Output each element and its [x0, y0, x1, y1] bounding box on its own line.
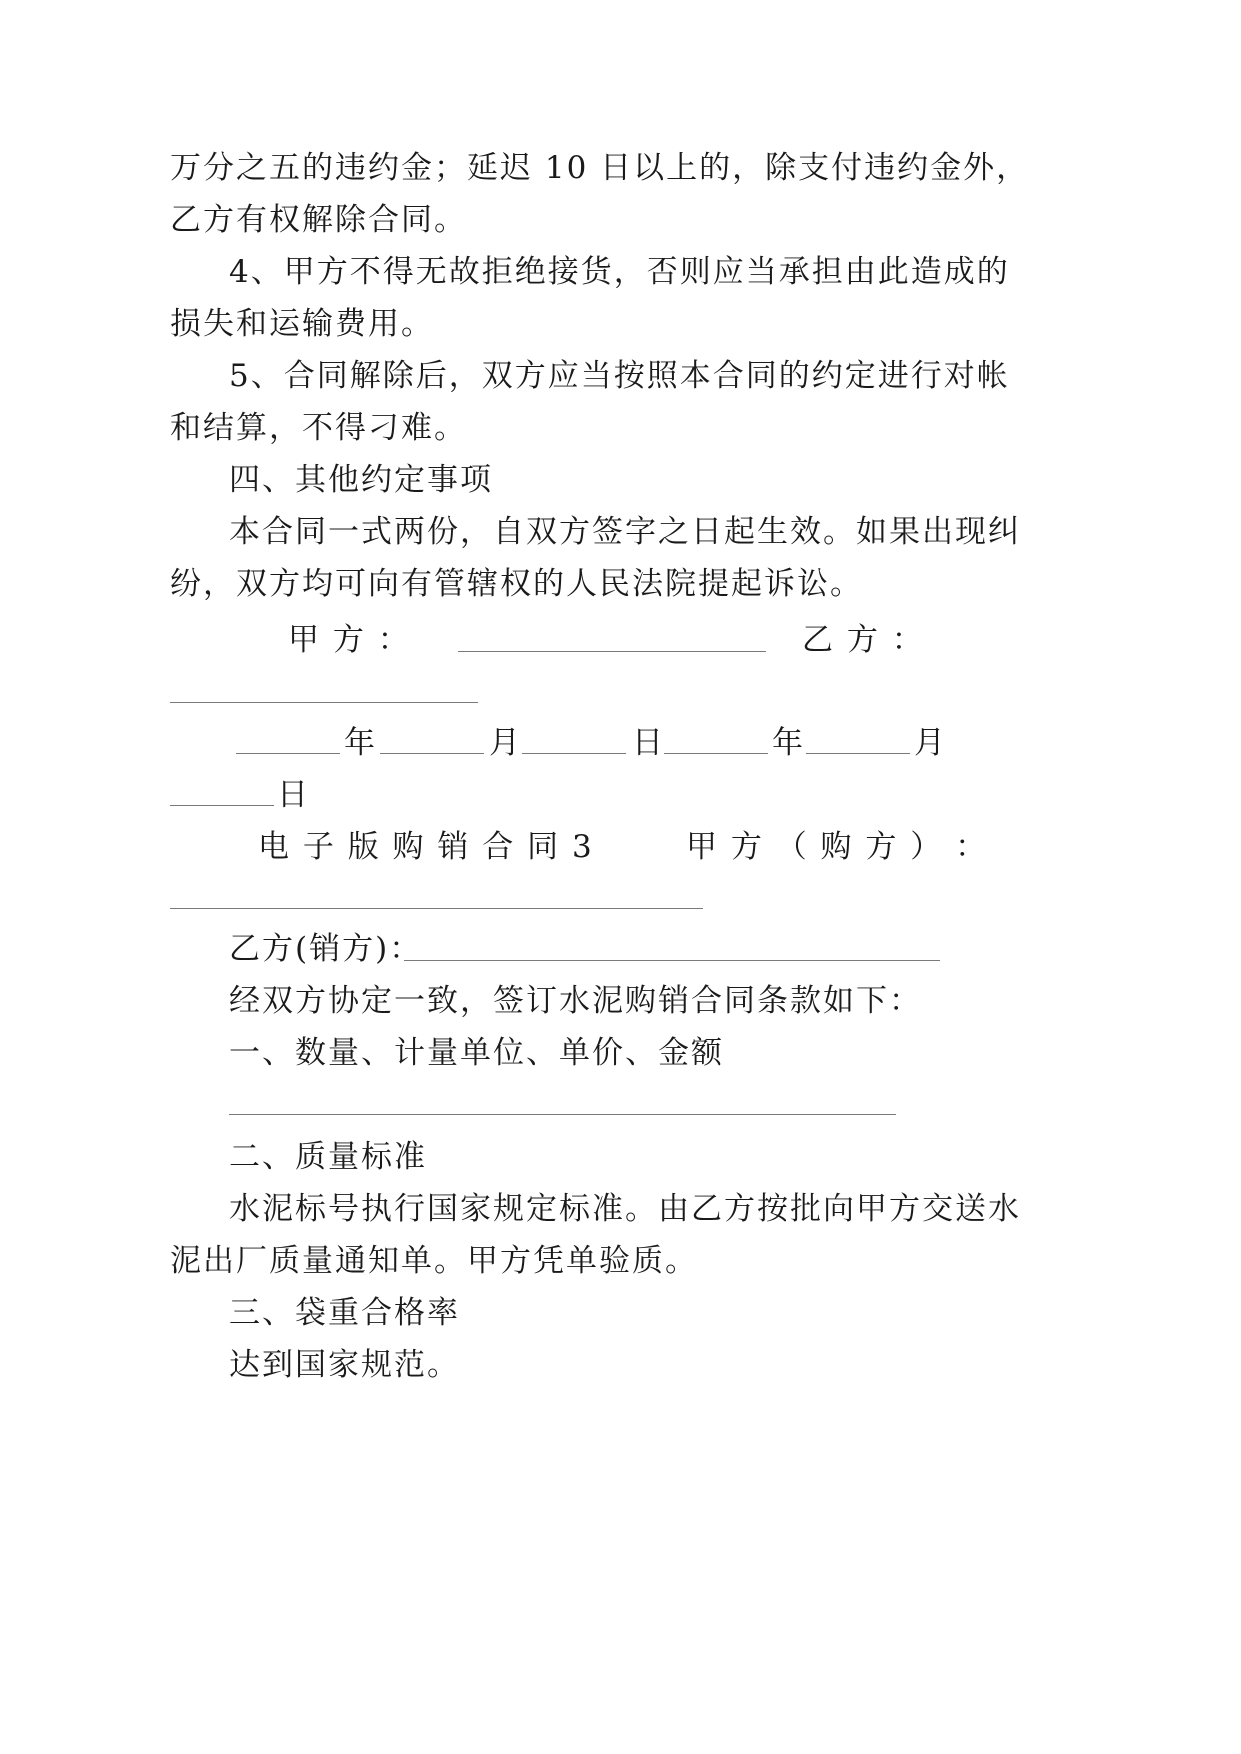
date-a-month-label: 月 — [489, 725, 522, 761]
line-9: 纷，双方均可向有管辖权的人民法院提起诉讼。 — [170, 566, 863, 602]
section-heading-4: 四、其他约定事项 — [229, 462, 493, 498]
date-a-day-blank — [522, 753, 626, 754]
date-b-day-label: 日 — [277, 777, 310, 813]
line-6: 和结算，不得刁难。 — [170, 410, 467, 446]
date-b-day-blank — [170, 805, 274, 806]
date-a-year-label: 年 — [344, 725, 377, 761]
date-b-month-blank — [806, 753, 910, 754]
date-a-day-label: 日 — [632, 725, 665, 761]
line-2: 乙方有权解除合同。 — [170, 202, 467, 238]
contract-3-section-3-text: 达到国家规范。 — [229, 1347, 460, 1383]
contract-3-party-a-label: 甲 方 （ 购 方 ） ： — [686, 829, 989, 865]
contract-3-party-a-blank — [170, 908, 703, 909]
line-5: 5、合同解除后，双方应当按照本合同的约定进行对帐 — [229, 358, 1010, 394]
contract-3-section-3: 三、袋重合格率 — [229, 1295, 460, 1331]
contract-3-intro: 经双方协定一致，签订水泥购销合同条款如下： — [229, 983, 922, 1019]
contract-3-section-2-text-1: 水泥标号执行国家规定标准。由乙方按批向甲方交送水 — [229, 1191, 1021, 1227]
contract-3-section-2-text-2: 泥出厂质量通知单。甲方凭单验质。 — [170, 1243, 698, 1279]
contract-3-section-1: 一、数量、计量单位、单价、金额 — [229, 1035, 724, 1071]
line-8: 本合同一式两份，自双方签字之日起生效。如果出现纠 — [229, 514, 1021, 550]
line-4: 损失和运输费用。 — [170, 306, 434, 342]
date-b-year-label: 年 — [772, 725, 805, 761]
contract-3-party-b-blank — [404, 960, 940, 961]
date-b-month-label: 月 — [914, 725, 947, 761]
party-b-signature-blank — [170, 702, 478, 703]
party-a-label: 甲 方 ： — [288, 622, 411, 658]
party-a-signature-blank — [458, 651, 766, 652]
contract-3-title: 电 子 版 购 销 合 同 3 — [258, 829, 594, 865]
date-a-month-blank — [380, 753, 484, 754]
line-3: 4、甲方不得无故拒绝接货，否则应当承担由此造成的 — [229, 254, 1010, 290]
section-1-blank — [229, 1114, 896, 1115]
party-b-label: 乙 方 ： — [802, 622, 925, 658]
line-1: 万分之五的违约金；延迟 10 日以上的，除支付违约金外， — [170, 150, 1030, 186]
date-a-year-blank — [236, 753, 340, 754]
date-b-year-blank — [664, 753, 768, 754]
contract-3-party-b-label: 乙方(销方)： — [229, 931, 423, 967]
contract-3-section-2: 二、质量标准 — [229, 1139, 427, 1175]
